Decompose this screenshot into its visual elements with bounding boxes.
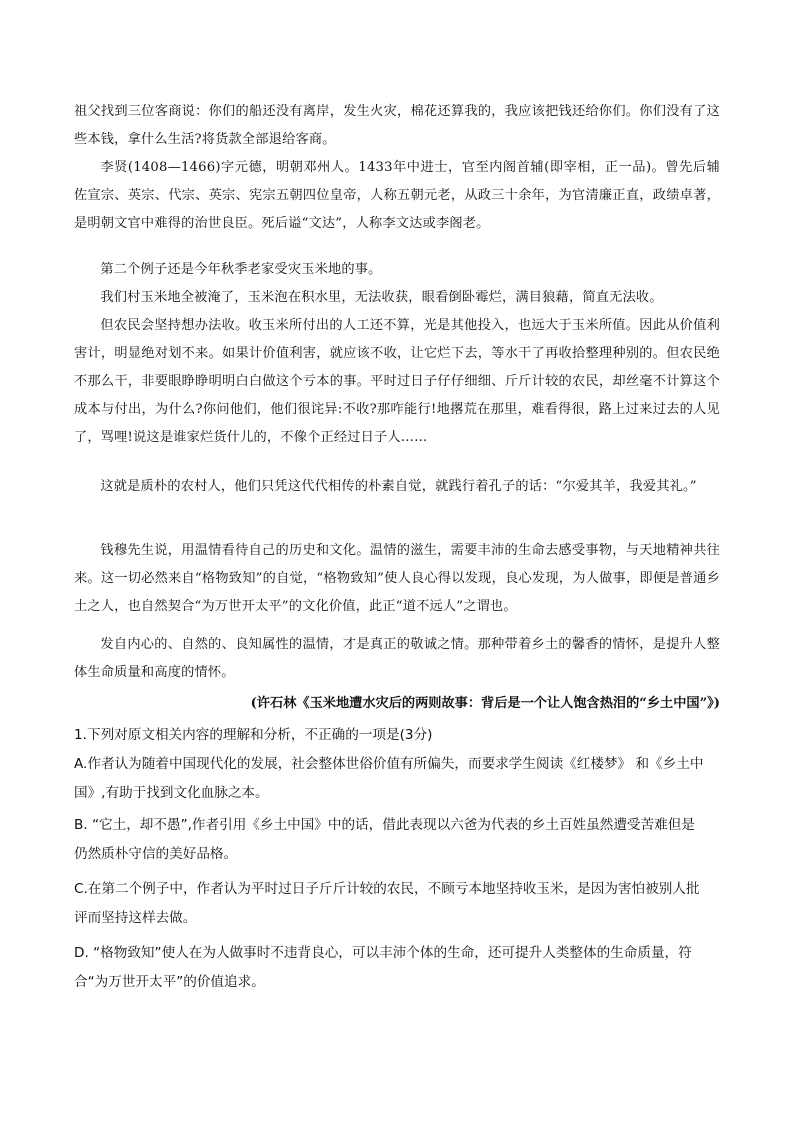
passage-paragraph-4: 我们村玉米地全被淹了，玉米泡在积水里，无法收获，眼看倒卧霉烂，满目狼藉，简直无法收。 [100, 290, 663, 305]
passage-paragraph-8: 发自内心的、自然的、良知属性的温情，才是真正的敬诚之情。那种带着乡土的馨香的情怀，是提升人整体生命质量和高度的情怀。 [74, 637, 720, 680]
question-stem: 1.下列对原文相关内容的理解和分析，不正确的一项是(3分) [74, 727, 433, 743]
option-d-line-2: 合“为万世开太平”的价值追求。 [74, 974, 265, 990]
passage-paragraph-1: 祖父找到三位客商说：你们的船还没有离岸，发生火灾，棉花还算我的，我应该把钱还给你们。你们没有了这些本钱，拿什么生活?将货款全部退给客商。 [74, 104, 720, 147]
passage-paragraph-2: 李贤(1408—1466)字元德，明朝邓州人。1433年中进士，官至内阁首辅(即宰相，正一品)。曾先后辅佐宣宗、英宗、代宗、英宗、宪宗五朝四位皇帝，人称五朝元老，从政三十余年，为官清廉正直，政绩卓著，是明朝文官中难得的治世良臣。死后谥“文达”，人称李文达或李阁老。 [74, 160, 720, 231]
option-d-line-1: D. “格物致知”使人在为人做事时不违背良心，可以丰沛个体的生命，还可提升人类整体的生命质量，符 [74, 945, 692, 961]
option-a [74, 750, 720, 808]
passage-source-citation: (许石林《玉米地遭水灾后的两则故事：背后是一个让人饱含热泪的“乡土中国”》) [250, 696, 720, 711]
option-b-line-1: B. “它土，却不愚”,作者引用《乡土中国》中的话，借此表现以六爸为代表的乡土百姓虽然遭受苦难但是 [74, 817, 695, 833]
passage-paragraph-5: 但农民会坚持想办法收。收玉米所付出的人工还不算，光是其他投入，也远大于玉米所值。因此从价值利害计，明显绝对划不来。如果计价值利害，就应该不收，让它烂下去，等水干了再收拾整理种别的。但农民绝不那么干，非要眼睁睁明明白白做这个亏本的事。平时过日子仔仔细细、斤斤计较的农民，却丝毫不计算这个成本与付出，为什么?你问他们，他们很诧异:不收?那咋能行!地撂荒在那里，难看得很，路上过来过去的人见了，骂哩!说这是谁家烂货什儿的，不像个正经过日子人…… [74, 318, 720, 445]
option-d [74, 939, 720, 997]
passage-paragraph-6: 这就是质朴的农村人，他们只凭这代代相传的朴素自觉，就践行着孔子的话：“尔爱其羊，我爱其礼。” [100, 479, 697, 494]
option-a-line-2: 国》,有助于找到文化血脉之本。 [74, 785, 269, 801]
option-c-line-1: C.在第二个例子中，作者认为平时过日子斤斤计较的农民，不顾亏本地坚持收玉米，是因为害怕被别人批 [74, 881, 700, 897]
option-b-line-2: 仍然质朴守信的美好品格。 [74, 846, 238, 862]
passage-paragraph-3: 第二个例子还是今年秋季老家受灾玉米地的事。 [100, 262, 382, 277]
option-c [74, 875, 720, 933]
option-b [74, 811, 720, 869]
option-a-line-1: A.作者认为随着中国现代化的发展，社会整体世俗价值有所偏失，而要求学生阅读《红楼梦》 和《乡土中 [74, 756, 704, 772]
passage-paragraph-7: 钱穆先生说，用温情看待自己的历史和文化。温情的滋生，需要丰沛的生命去感受事物，与天地精神共往来。这一切必然来自“格物致知”的自觉，“格物致知”使人良心得以发现，良心发现，为人做事，即便是普通乡土之人，也自然契合“为万世开太平”的文化价值，此正“道不远人”之谓也。 [74, 543, 720, 614]
option-c-line-2: 评而坚持这样去做。 [74, 910, 197, 926]
